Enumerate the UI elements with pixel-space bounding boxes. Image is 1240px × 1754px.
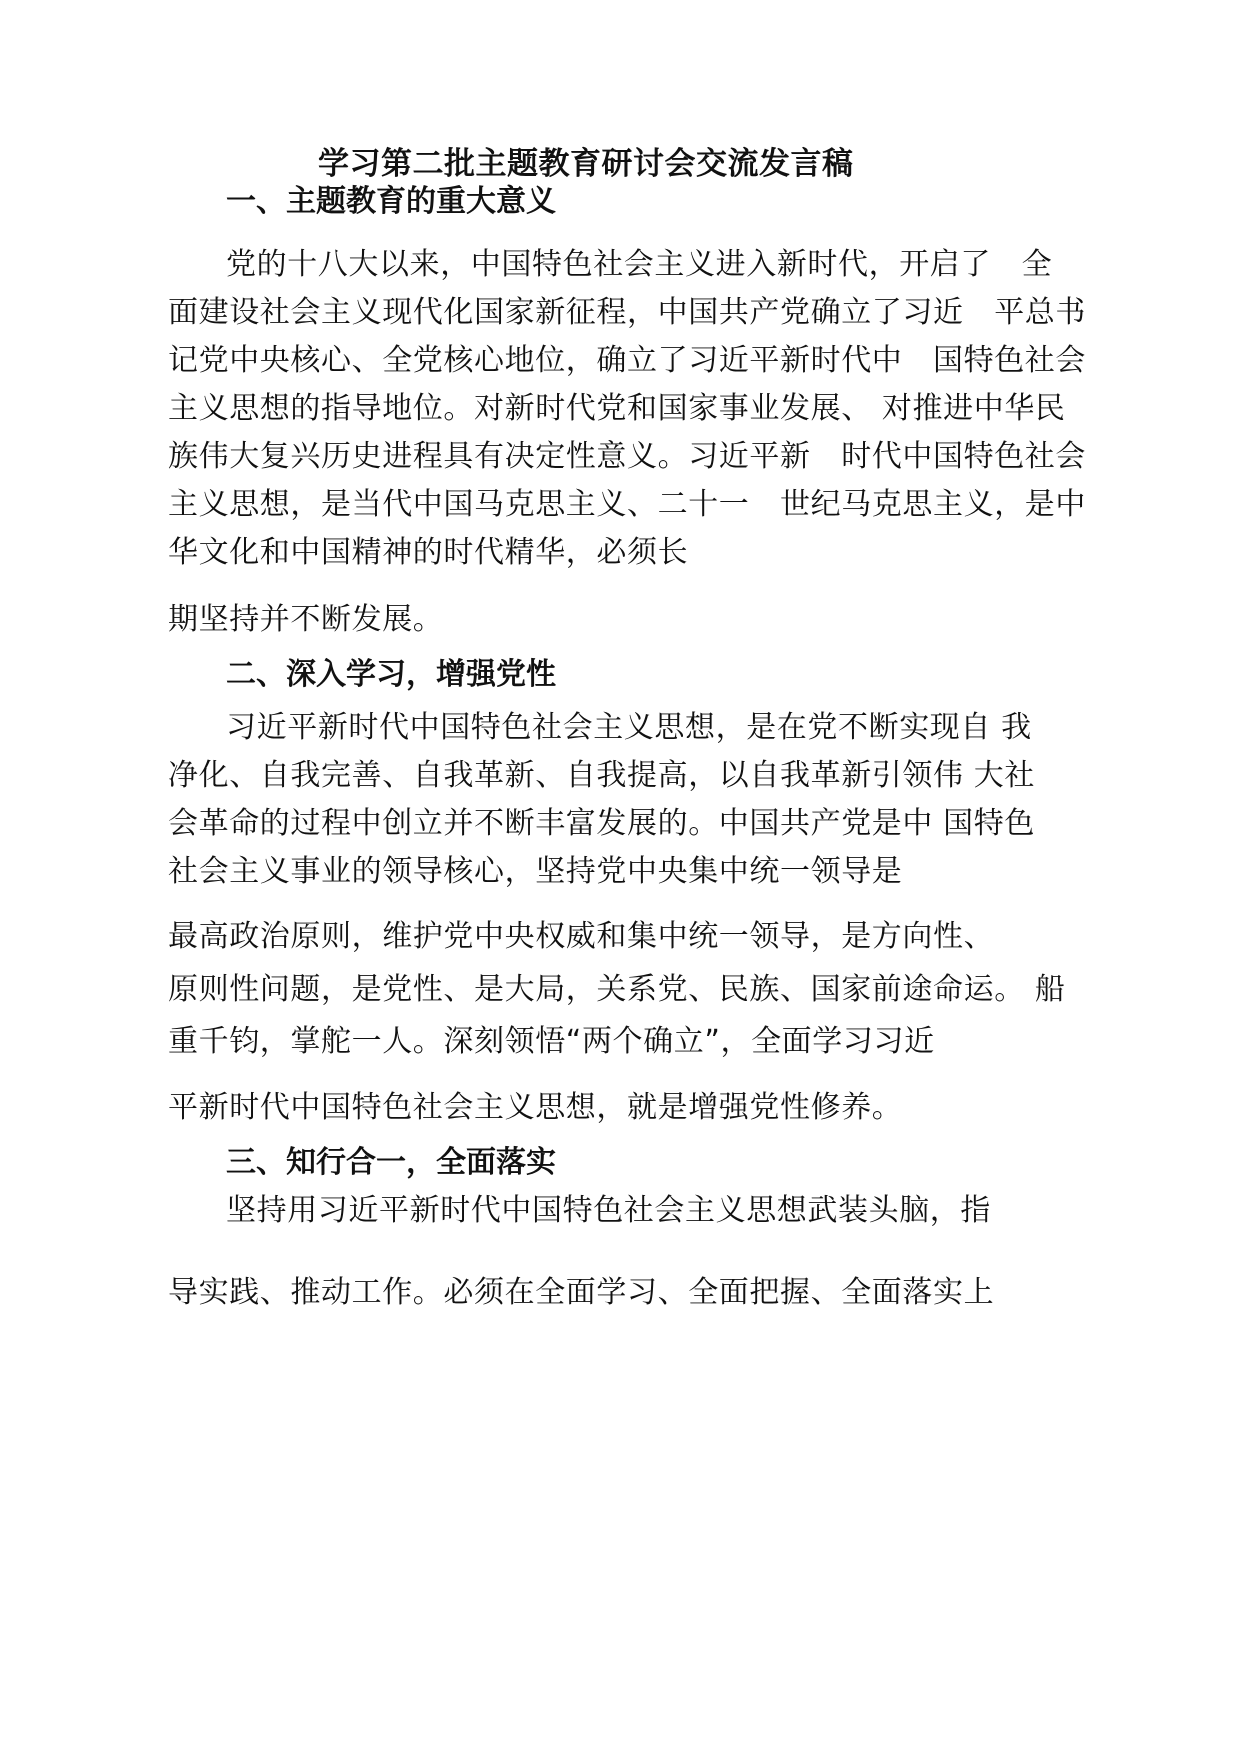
paragraph-line: 华文化和中国精神的时代精华，必须长	[168, 535, 689, 570]
paragraph-line: 重千钧，掌舵一人。深刻领悟“两个确立”，全面学习习近	[168, 1024, 935, 1059]
paragraph-line: 族伟大复兴历史进程具有决定性意义。习近平新 时代中国特色社会	[168, 439, 1086, 474]
paragraph-line: 最高政治原则，维护党中央权威和集中统一领导，是方向性、	[168, 919, 995, 954]
document-title: 学习第二批主题教育研讨会交流发言稿	[318, 146, 854, 182]
paragraph-line: 坚持用习近平新时代中国特色社会主义思想武装头脑，指	[226, 1193, 991, 1228]
paragraph-line: 社会主义事业的领导核心，坚持党中央集中统一领导是	[168, 854, 903, 889]
section-heading: 三、知行合一，全面落实	[226, 1145, 556, 1180]
paragraph-line: 党的十八大以来，中国特色社会主义进入新时代，开启了 全	[226, 247, 1053, 282]
paragraph-line: 平新时代中国特色社会主义思想，就是增强党性修养。	[168, 1090, 903, 1125]
paragraph-line: 导实践、推动工作。必须在全面学习、全面把握、全面落实上	[168, 1275, 995, 1310]
section-heading: 二、深入学习，增强党性	[226, 657, 556, 692]
paragraph-line: 记党中央核心、全党核心地位，确立了习近平新时代中 国特色社会	[168, 343, 1086, 378]
paragraph-line: 面建设社会主义现代化国家新征程，中国共产党确立了习近 平总书	[168, 295, 1086, 330]
paragraph-line: 习近平新时代中国特色社会主义思想，是在党不断实现自 我	[226, 710, 1032, 745]
paragraph-line: 主义思想的指导地位。对新时代党和国家事业发展、 对推进中华民	[168, 391, 1066, 426]
paragraph-line: 原则性问题，是党性、是大局，关系党、民族、国家前途命运。 船	[168, 972, 1066, 1007]
paragraph-line: 期坚持并不断发展。	[168, 602, 444, 637]
paragraph-line: 净化、自我完善、自我革新、自我提高，以自我革新引领伟 大社	[168, 758, 1035, 793]
paragraph-line: 会革命的过程中创立并不断丰富发展的。中国共产党是中 国特色	[168, 806, 1035, 841]
section-heading: 一、主题教育的重大意义	[226, 184, 556, 219]
paragraph-line: 主义思想，是当代中国马克思主义、二十一 世纪马克思主义，是中	[168, 487, 1086, 522]
